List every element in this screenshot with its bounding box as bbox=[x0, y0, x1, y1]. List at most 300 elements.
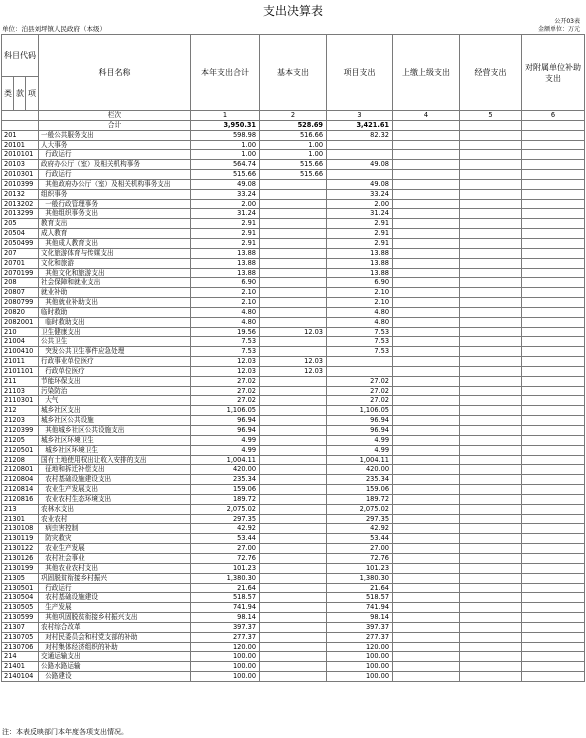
row-subsidy bbox=[522, 298, 585, 308]
row-total: 2.91 bbox=[191, 219, 260, 229]
row-submit-upper bbox=[393, 603, 460, 613]
row-code: 212 bbox=[2, 406, 39, 416]
row-business bbox=[460, 160, 522, 170]
row-name: 国有土地使用权出让收入安排的支出 bbox=[39, 455, 191, 465]
row-total: 13.88 bbox=[191, 248, 260, 258]
row-subsidy bbox=[522, 376, 585, 386]
row-name: 节能环保支出 bbox=[39, 376, 191, 386]
row-business bbox=[460, 189, 522, 199]
row-project: 120.00 bbox=[327, 642, 393, 652]
table-row bbox=[2, 583, 585, 593]
row-subsidy bbox=[522, 485, 585, 495]
row-code: 2130705 bbox=[2, 632, 39, 642]
row-total: 4.80 bbox=[191, 307, 260, 317]
total-row bbox=[2, 120, 585, 130]
row-name: 农业农村生态环境支出 bbox=[39, 494, 191, 504]
table-row bbox=[2, 524, 585, 534]
row-project: 2.91 bbox=[327, 229, 393, 239]
row-subsidy bbox=[522, 465, 585, 475]
row-basic: 12.03 bbox=[260, 357, 327, 367]
row-project: 100.00 bbox=[327, 672, 393, 682]
row-project: 49.08 bbox=[327, 179, 393, 189]
row-submit-upper bbox=[393, 199, 460, 209]
row-submit-upper bbox=[393, 317, 460, 327]
row-business bbox=[460, 298, 522, 308]
row-code: 201 bbox=[2, 130, 39, 140]
row-subsidy bbox=[522, 238, 585, 248]
row-name: 临时救助 bbox=[39, 307, 191, 317]
row-subsidy bbox=[522, 307, 585, 317]
row-business bbox=[460, 494, 522, 504]
row-business bbox=[460, 435, 522, 445]
row-business bbox=[460, 130, 522, 140]
row-submit-upper bbox=[393, 268, 460, 278]
header-kuan: 款 bbox=[14, 77, 26, 111]
row-subsidy bbox=[522, 603, 585, 613]
row-name: 其他政府办公厅（室）及相关机构事务支出 bbox=[39, 179, 191, 189]
header-total: 本年支出合计 bbox=[191, 35, 260, 111]
row-project: 21.64 bbox=[327, 583, 393, 593]
row-total: 1.00 bbox=[191, 140, 260, 150]
row-name: 生产发展 bbox=[39, 603, 191, 613]
row-code: 210 bbox=[2, 327, 39, 337]
table-row bbox=[2, 504, 585, 514]
row-business bbox=[460, 396, 522, 406]
row-business bbox=[460, 357, 522, 367]
row-basic bbox=[260, 258, 327, 268]
row-total: 49.08 bbox=[191, 179, 260, 189]
row-code: 207 bbox=[2, 248, 39, 258]
row-project: 96.94 bbox=[327, 426, 393, 436]
header-lei: 类 bbox=[2, 77, 14, 111]
table-row bbox=[2, 553, 585, 563]
row-submit-upper bbox=[393, 357, 460, 367]
row-business bbox=[460, 268, 522, 278]
row-name: 卫生健康支出 bbox=[39, 327, 191, 337]
table-row bbox=[2, 199, 585, 209]
row-basic bbox=[260, 613, 327, 623]
table-row bbox=[2, 435, 585, 445]
total-project: 3,421.61 bbox=[327, 120, 393, 130]
row-code: 20132 bbox=[2, 189, 39, 199]
row-subsidy bbox=[522, 317, 585, 327]
row-total: 19.56 bbox=[191, 327, 260, 337]
row-business bbox=[460, 219, 522, 229]
row-submit-upper bbox=[393, 130, 460, 140]
row-project: 6.90 bbox=[327, 278, 393, 288]
row-basic bbox=[260, 672, 327, 682]
row-business bbox=[460, 455, 522, 465]
header-xiang: 项 bbox=[26, 77, 39, 111]
row-code: 2130505 bbox=[2, 603, 39, 613]
row-name: 就业补助 bbox=[39, 288, 191, 298]
row-basic bbox=[260, 416, 327, 426]
row-project: 72.76 bbox=[327, 553, 393, 563]
row-basic bbox=[260, 426, 327, 436]
row-name: 社会保障和就业支出 bbox=[39, 278, 191, 288]
row-subsidy bbox=[522, 386, 585, 396]
row-total: 27.02 bbox=[191, 376, 260, 386]
row-basic bbox=[260, 445, 327, 455]
row-project: 397.37 bbox=[327, 622, 393, 632]
header-code: 科目代码 bbox=[2, 35, 39, 77]
row-business bbox=[460, 426, 522, 436]
row-subsidy bbox=[522, 583, 585, 593]
row-project: 1,106.05 bbox=[327, 406, 393, 416]
row-basic bbox=[260, 553, 327, 563]
table-row bbox=[2, 603, 585, 613]
row-name: 病虫害控制 bbox=[39, 524, 191, 534]
row-subsidy bbox=[522, 642, 585, 652]
row-business bbox=[460, 485, 522, 495]
row-total: 518.57 bbox=[191, 593, 260, 603]
row-total: 101.23 bbox=[191, 563, 260, 573]
row-basic bbox=[260, 504, 327, 514]
row-submit-upper bbox=[393, 366, 460, 376]
row-subsidy bbox=[522, 288, 585, 298]
row-basic: 515.66 bbox=[260, 160, 327, 170]
row-total: 2.91 bbox=[191, 238, 260, 248]
row-business bbox=[460, 613, 522, 623]
row-business bbox=[460, 327, 522, 337]
row-code: 2120804 bbox=[2, 475, 39, 485]
row-business bbox=[460, 632, 522, 642]
row-submit-upper bbox=[393, 258, 460, 268]
row-total: 235.34 bbox=[191, 475, 260, 485]
row-basic bbox=[260, 278, 327, 288]
row-project: 82.32 bbox=[327, 130, 393, 140]
row-project: 27.00 bbox=[327, 544, 393, 554]
row-basic bbox=[260, 652, 327, 662]
row-submit-upper bbox=[393, 209, 460, 219]
row-total: 27.02 bbox=[191, 396, 260, 406]
row-submit-upper bbox=[393, 298, 460, 308]
row-name: 农林水支出 bbox=[39, 504, 191, 514]
row-business bbox=[460, 337, 522, 347]
row-total: 96.94 bbox=[191, 426, 260, 436]
row-project: 1,380.30 bbox=[327, 573, 393, 583]
row-project: 27.02 bbox=[327, 376, 393, 386]
row-basic bbox=[260, 298, 327, 308]
row-code: 2120801 bbox=[2, 465, 39, 475]
row-basic bbox=[260, 435, 327, 445]
row-submit-upper bbox=[393, 504, 460, 514]
row-total: 2.91 bbox=[191, 229, 260, 239]
row-submit-upper bbox=[393, 475, 460, 485]
table-row bbox=[2, 238, 585, 248]
row-basic bbox=[260, 485, 327, 495]
row-business bbox=[460, 563, 522, 573]
row-code: 2013299 bbox=[2, 209, 39, 219]
table-row bbox=[2, 366, 585, 376]
table-row bbox=[2, 219, 585, 229]
row-subsidy bbox=[522, 278, 585, 288]
table-row bbox=[2, 475, 585, 485]
row-submit-upper bbox=[393, 189, 460, 199]
header-submit-upper: 上缴上级支出 bbox=[393, 35, 460, 111]
table-row bbox=[2, 426, 585, 436]
row-submit-upper bbox=[393, 563, 460, 573]
row-total: 12.03 bbox=[191, 357, 260, 367]
row-business bbox=[460, 642, 522, 652]
row-business bbox=[460, 140, 522, 150]
row-total: 42.92 bbox=[191, 524, 260, 534]
row-code: 2130119 bbox=[2, 534, 39, 544]
table-row bbox=[2, 642, 585, 652]
table-row bbox=[2, 613, 585, 623]
row-name: 一般公共服务支出 bbox=[39, 130, 191, 140]
row-subsidy bbox=[522, 563, 585, 573]
row-code: 21305 bbox=[2, 573, 39, 583]
row-code: 208 bbox=[2, 278, 39, 288]
row-name: 行政运行 bbox=[39, 150, 191, 160]
row-subsidy bbox=[522, 504, 585, 514]
row-basic bbox=[260, 494, 327, 504]
row-total: 2.10 bbox=[191, 298, 260, 308]
row-name: 一般行政管理事务 bbox=[39, 199, 191, 209]
row-business bbox=[460, 278, 522, 288]
row-subsidy bbox=[522, 219, 585, 229]
row-code: 21205 bbox=[2, 435, 39, 445]
table-row bbox=[2, 189, 585, 199]
row-subsidy bbox=[522, 130, 585, 140]
header-basic: 基本支出 bbox=[260, 35, 327, 111]
row-code: 20504 bbox=[2, 229, 39, 239]
table-row bbox=[2, 455, 585, 465]
row-total: 7.53 bbox=[191, 337, 260, 347]
row-project: 1,004.11 bbox=[327, 455, 393, 465]
total-amount: 3,950.31 bbox=[191, 120, 260, 130]
row-code: 2130599 bbox=[2, 613, 39, 623]
row-project: 4.80 bbox=[327, 317, 393, 327]
row-submit-upper bbox=[393, 613, 460, 623]
row-business bbox=[460, 553, 522, 563]
table-row bbox=[2, 258, 585, 268]
table-row bbox=[2, 298, 585, 308]
row-total: 741.94 bbox=[191, 603, 260, 613]
row-name: 农村社会事业 bbox=[39, 553, 191, 563]
row-name: 组织事务 bbox=[39, 189, 191, 199]
row-business bbox=[460, 603, 522, 613]
row-basic bbox=[260, 534, 327, 544]
row-total: 515.66 bbox=[191, 170, 260, 180]
row-total: 297.35 bbox=[191, 514, 260, 524]
row-subsidy bbox=[522, 524, 585, 534]
row-project bbox=[327, 140, 393, 150]
row-code: 2130126 bbox=[2, 553, 39, 563]
row-name: 交通运输支出 bbox=[39, 652, 191, 662]
table-row bbox=[2, 416, 585, 426]
row-total: 420.00 bbox=[191, 465, 260, 475]
row-name: 公路水路运输 bbox=[39, 662, 191, 672]
row-project: 2.91 bbox=[327, 238, 393, 248]
row-name: 其他文化和旅游支出 bbox=[39, 268, 191, 278]
row-subsidy bbox=[522, 593, 585, 603]
row-code: 2140104 bbox=[2, 672, 39, 682]
row-name: 临时救助支出 bbox=[39, 317, 191, 327]
row-business bbox=[460, 534, 522, 544]
row-project: 7.53 bbox=[327, 327, 393, 337]
table-row bbox=[2, 278, 585, 288]
row-project: 518.57 bbox=[327, 593, 393, 603]
column-index-row bbox=[2, 111, 585, 121]
row-name: 农业农村 bbox=[39, 514, 191, 524]
row-submit-upper bbox=[393, 485, 460, 495]
row-project bbox=[327, 366, 393, 376]
row-subsidy bbox=[522, 258, 585, 268]
row-name: 防灾救灾 bbox=[39, 534, 191, 544]
row-project: 2,075.02 bbox=[327, 504, 393, 514]
row-total: 1.00 bbox=[191, 150, 260, 160]
row-submit-upper bbox=[393, 160, 460, 170]
row-project bbox=[327, 170, 393, 180]
row-basic bbox=[260, 229, 327, 239]
row-total: 564.74 bbox=[191, 160, 260, 170]
row-business bbox=[460, 544, 522, 554]
row-project: 31.24 bbox=[327, 209, 393, 219]
row-subsidy bbox=[522, 416, 585, 426]
row-business bbox=[460, 366, 522, 376]
row-total: 13.88 bbox=[191, 268, 260, 278]
row-total: 100.00 bbox=[191, 662, 260, 672]
row-submit-upper bbox=[393, 426, 460, 436]
row-basic bbox=[260, 455, 327, 465]
header-business: 经营支出 bbox=[460, 35, 522, 111]
row-code: 20807 bbox=[2, 288, 39, 298]
row-name: 征地和拆迁补偿支出 bbox=[39, 465, 191, 475]
row-total: 4.99 bbox=[191, 435, 260, 445]
table-row bbox=[2, 465, 585, 475]
row-name: 农村基础设施建设支出 bbox=[39, 475, 191, 485]
row-basic bbox=[260, 642, 327, 652]
row-total: 27.02 bbox=[191, 386, 260, 396]
table-row bbox=[2, 494, 585, 504]
row-subsidy bbox=[522, 337, 585, 347]
row-business bbox=[460, 662, 522, 672]
row-submit-upper bbox=[393, 179, 460, 189]
row-total: 2.00 bbox=[191, 199, 260, 209]
row-total: 397.37 bbox=[191, 622, 260, 632]
row-code: 2120814 bbox=[2, 485, 39, 495]
row-submit-upper bbox=[393, 514, 460, 524]
row-total: 189.72 bbox=[191, 494, 260, 504]
row-code: 20820 bbox=[2, 307, 39, 317]
table-row bbox=[2, 376, 585, 386]
row-basic bbox=[260, 465, 327, 475]
row-business bbox=[460, 475, 522, 485]
row-code: 2120399 bbox=[2, 426, 39, 436]
row-subsidy bbox=[522, 229, 585, 239]
row-submit-upper bbox=[393, 150, 460, 160]
row-name: 城乡社区支出 bbox=[39, 406, 191, 416]
column-index-label: 栏次 bbox=[39, 111, 191, 121]
row-subsidy bbox=[522, 672, 585, 682]
row-basic bbox=[260, 406, 327, 416]
row-total: 100.00 bbox=[191, 652, 260, 662]
row-subsidy bbox=[522, 248, 585, 258]
row-basic bbox=[260, 219, 327, 229]
row-basic: 515.66 bbox=[260, 170, 327, 180]
row-basic bbox=[260, 376, 327, 386]
row-basic bbox=[260, 317, 327, 327]
table-row bbox=[2, 327, 585, 337]
row-total: 33.24 bbox=[191, 189, 260, 199]
row-submit-upper bbox=[393, 288, 460, 298]
row-basic bbox=[260, 662, 327, 672]
row-business bbox=[460, 199, 522, 209]
row-total: 1,106.05 bbox=[191, 406, 260, 416]
row-project: 297.35 bbox=[327, 514, 393, 524]
row-total: 6.90 bbox=[191, 278, 260, 288]
row-code: 21307 bbox=[2, 622, 39, 632]
table-row bbox=[2, 632, 585, 642]
row-basic: 516.66 bbox=[260, 130, 327, 140]
row-basic bbox=[260, 563, 327, 573]
row-name: 行政运行 bbox=[39, 170, 191, 180]
row-basic bbox=[260, 268, 327, 278]
row-basic bbox=[260, 514, 327, 524]
row-subsidy bbox=[522, 347, 585, 357]
row-business bbox=[460, 465, 522, 475]
row-submit-upper bbox=[393, 632, 460, 642]
table-row bbox=[2, 573, 585, 583]
row-business bbox=[460, 524, 522, 534]
column-index-3: 3 bbox=[327, 111, 393, 121]
table-row bbox=[2, 170, 585, 180]
table-row bbox=[2, 672, 585, 682]
row-code: 2130706 bbox=[2, 642, 39, 652]
table-row bbox=[2, 288, 585, 298]
row-project: 96.94 bbox=[327, 416, 393, 426]
row-name: 其他巩固脱贫衔接乡村振兴支出 bbox=[39, 613, 191, 623]
row-code: 2120816 bbox=[2, 494, 39, 504]
row-subsidy bbox=[522, 396, 585, 406]
row-subsidy bbox=[522, 199, 585, 209]
row-basic bbox=[260, 347, 327, 357]
table-row bbox=[2, 150, 585, 160]
row-total: 1,004.11 bbox=[191, 455, 260, 465]
row-business bbox=[460, 652, 522, 662]
row-name: 城乡社区环境卫生 bbox=[39, 435, 191, 445]
row-submit-upper bbox=[393, 465, 460, 475]
row-business bbox=[460, 288, 522, 298]
row-project: 277.37 bbox=[327, 632, 393, 642]
row-name: 其他城乡社区公共设施支出 bbox=[39, 426, 191, 436]
row-subsidy bbox=[522, 160, 585, 170]
row-business bbox=[460, 347, 522, 357]
row-project: 53.44 bbox=[327, 534, 393, 544]
row-name: 政府办公厅（室）及相关机构事务 bbox=[39, 160, 191, 170]
table-row bbox=[2, 317, 585, 327]
row-business bbox=[460, 248, 522, 258]
row-total: 4.80 bbox=[191, 317, 260, 327]
row-basic bbox=[260, 573, 327, 583]
row-project: 189.72 bbox=[327, 494, 393, 504]
row-submit-upper bbox=[393, 337, 460, 347]
row-submit-upper bbox=[393, 662, 460, 672]
row-submit-upper bbox=[393, 396, 460, 406]
table-row bbox=[2, 248, 585, 258]
row-basic bbox=[260, 386, 327, 396]
row-business bbox=[460, 593, 522, 603]
row-code: 205 bbox=[2, 219, 39, 229]
row-business bbox=[460, 150, 522, 160]
row-project: 4.99 bbox=[327, 435, 393, 445]
row-total: 12.03 bbox=[191, 366, 260, 376]
row-subsidy bbox=[522, 179, 585, 189]
row-name: 大气 bbox=[39, 396, 191, 406]
row-code: 213 bbox=[2, 504, 39, 514]
